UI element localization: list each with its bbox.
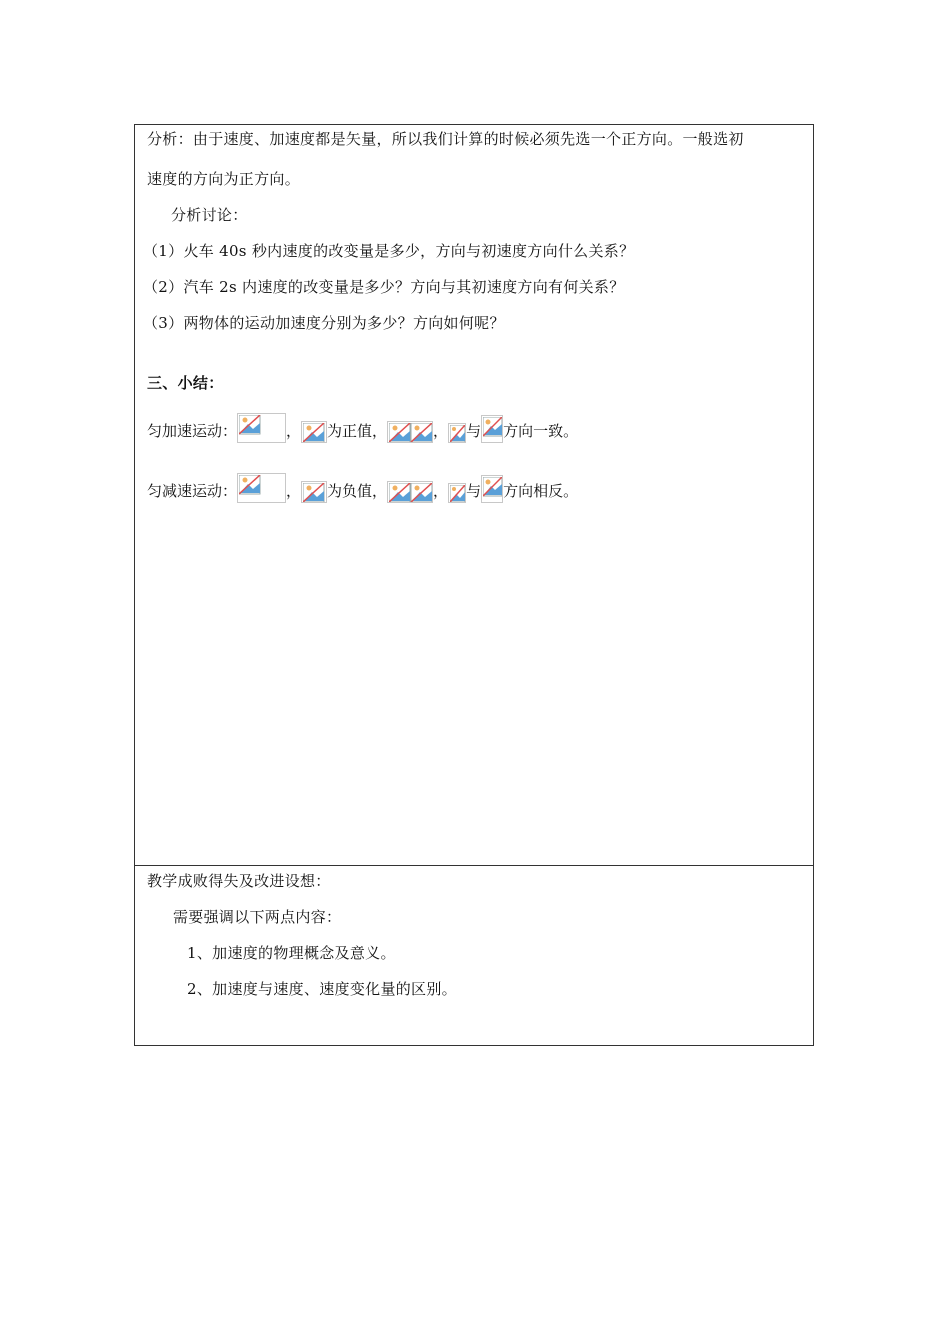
question-3: （3）两物体的运动加速度分别为多少？方向如何呢？ xyxy=(143,314,505,332)
reflection-point-2: 2、加速度与速度、速度变化量的区别。 xyxy=(187,980,457,998)
uniform-deceleration-label: 匀减速运动： xyxy=(147,482,238,500)
broken-image-icon xyxy=(448,423,466,443)
broken-image-icon xyxy=(481,415,503,443)
broken-image-icon xyxy=(237,473,286,503)
negative-value-text: 为负值， xyxy=(327,482,388,500)
separator: ， xyxy=(433,482,449,500)
separator: ， xyxy=(286,422,302,440)
reflection-title: 教学成败得失及改进设想： xyxy=(147,872,331,890)
with-text: 与 xyxy=(466,482,482,500)
question-2: （2）汽车 2s 内速度的改变量是多少？方向与其初速度方向有何关系？ xyxy=(143,278,625,296)
broken-image-icon xyxy=(387,481,433,503)
broken-image-icon xyxy=(301,481,327,503)
question-1: （1）火车 40s 秒内速度的改变量是多少，方向与初速度方向什么关系？ xyxy=(143,242,635,260)
broken-image-icon xyxy=(237,413,286,443)
separator: ， xyxy=(433,422,449,440)
separator: ， xyxy=(286,482,302,500)
reflection-point-1: 1、加速度的物理概念及意义。 xyxy=(187,944,396,962)
uniform-acceleration-label: 匀加速运动： xyxy=(147,422,238,440)
same-direction-text: 方向一致。 xyxy=(503,422,579,440)
broken-image-icon xyxy=(448,483,466,503)
analysis-paragraph-line2: 速度的方向为正方向。 xyxy=(147,170,301,188)
opposite-direction-text: 方向相反。 xyxy=(503,482,579,500)
broken-image-icon xyxy=(301,421,327,443)
uniform-deceleration-row xyxy=(147,473,578,503)
summary-heading: 三、小结： xyxy=(147,374,224,392)
lesson-table xyxy=(134,124,814,1046)
discussion-title: 分析讨论： xyxy=(171,206,248,224)
positive-value-text: 为正值， xyxy=(327,422,388,440)
uniform-acceleration-row xyxy=(147,413,578,443)
broken-image-icon xyxy=(387,421,433,443)
reflection-intro: 需要强调以下两点内容： xyxy=(173,908,342,926)
with-text: 与 xyxy=(466,422,482,440)
table-row-divider xyxy=(135,865,813,866)
analysis-paragraph-line1: 分析：由于速度、加速度都是矢量，所以我们计算的时候必须先选一个正方向。一般选初 xyxy=(147,130,744,148)
broken-image-icon xyxy=(481,475,503,503)
